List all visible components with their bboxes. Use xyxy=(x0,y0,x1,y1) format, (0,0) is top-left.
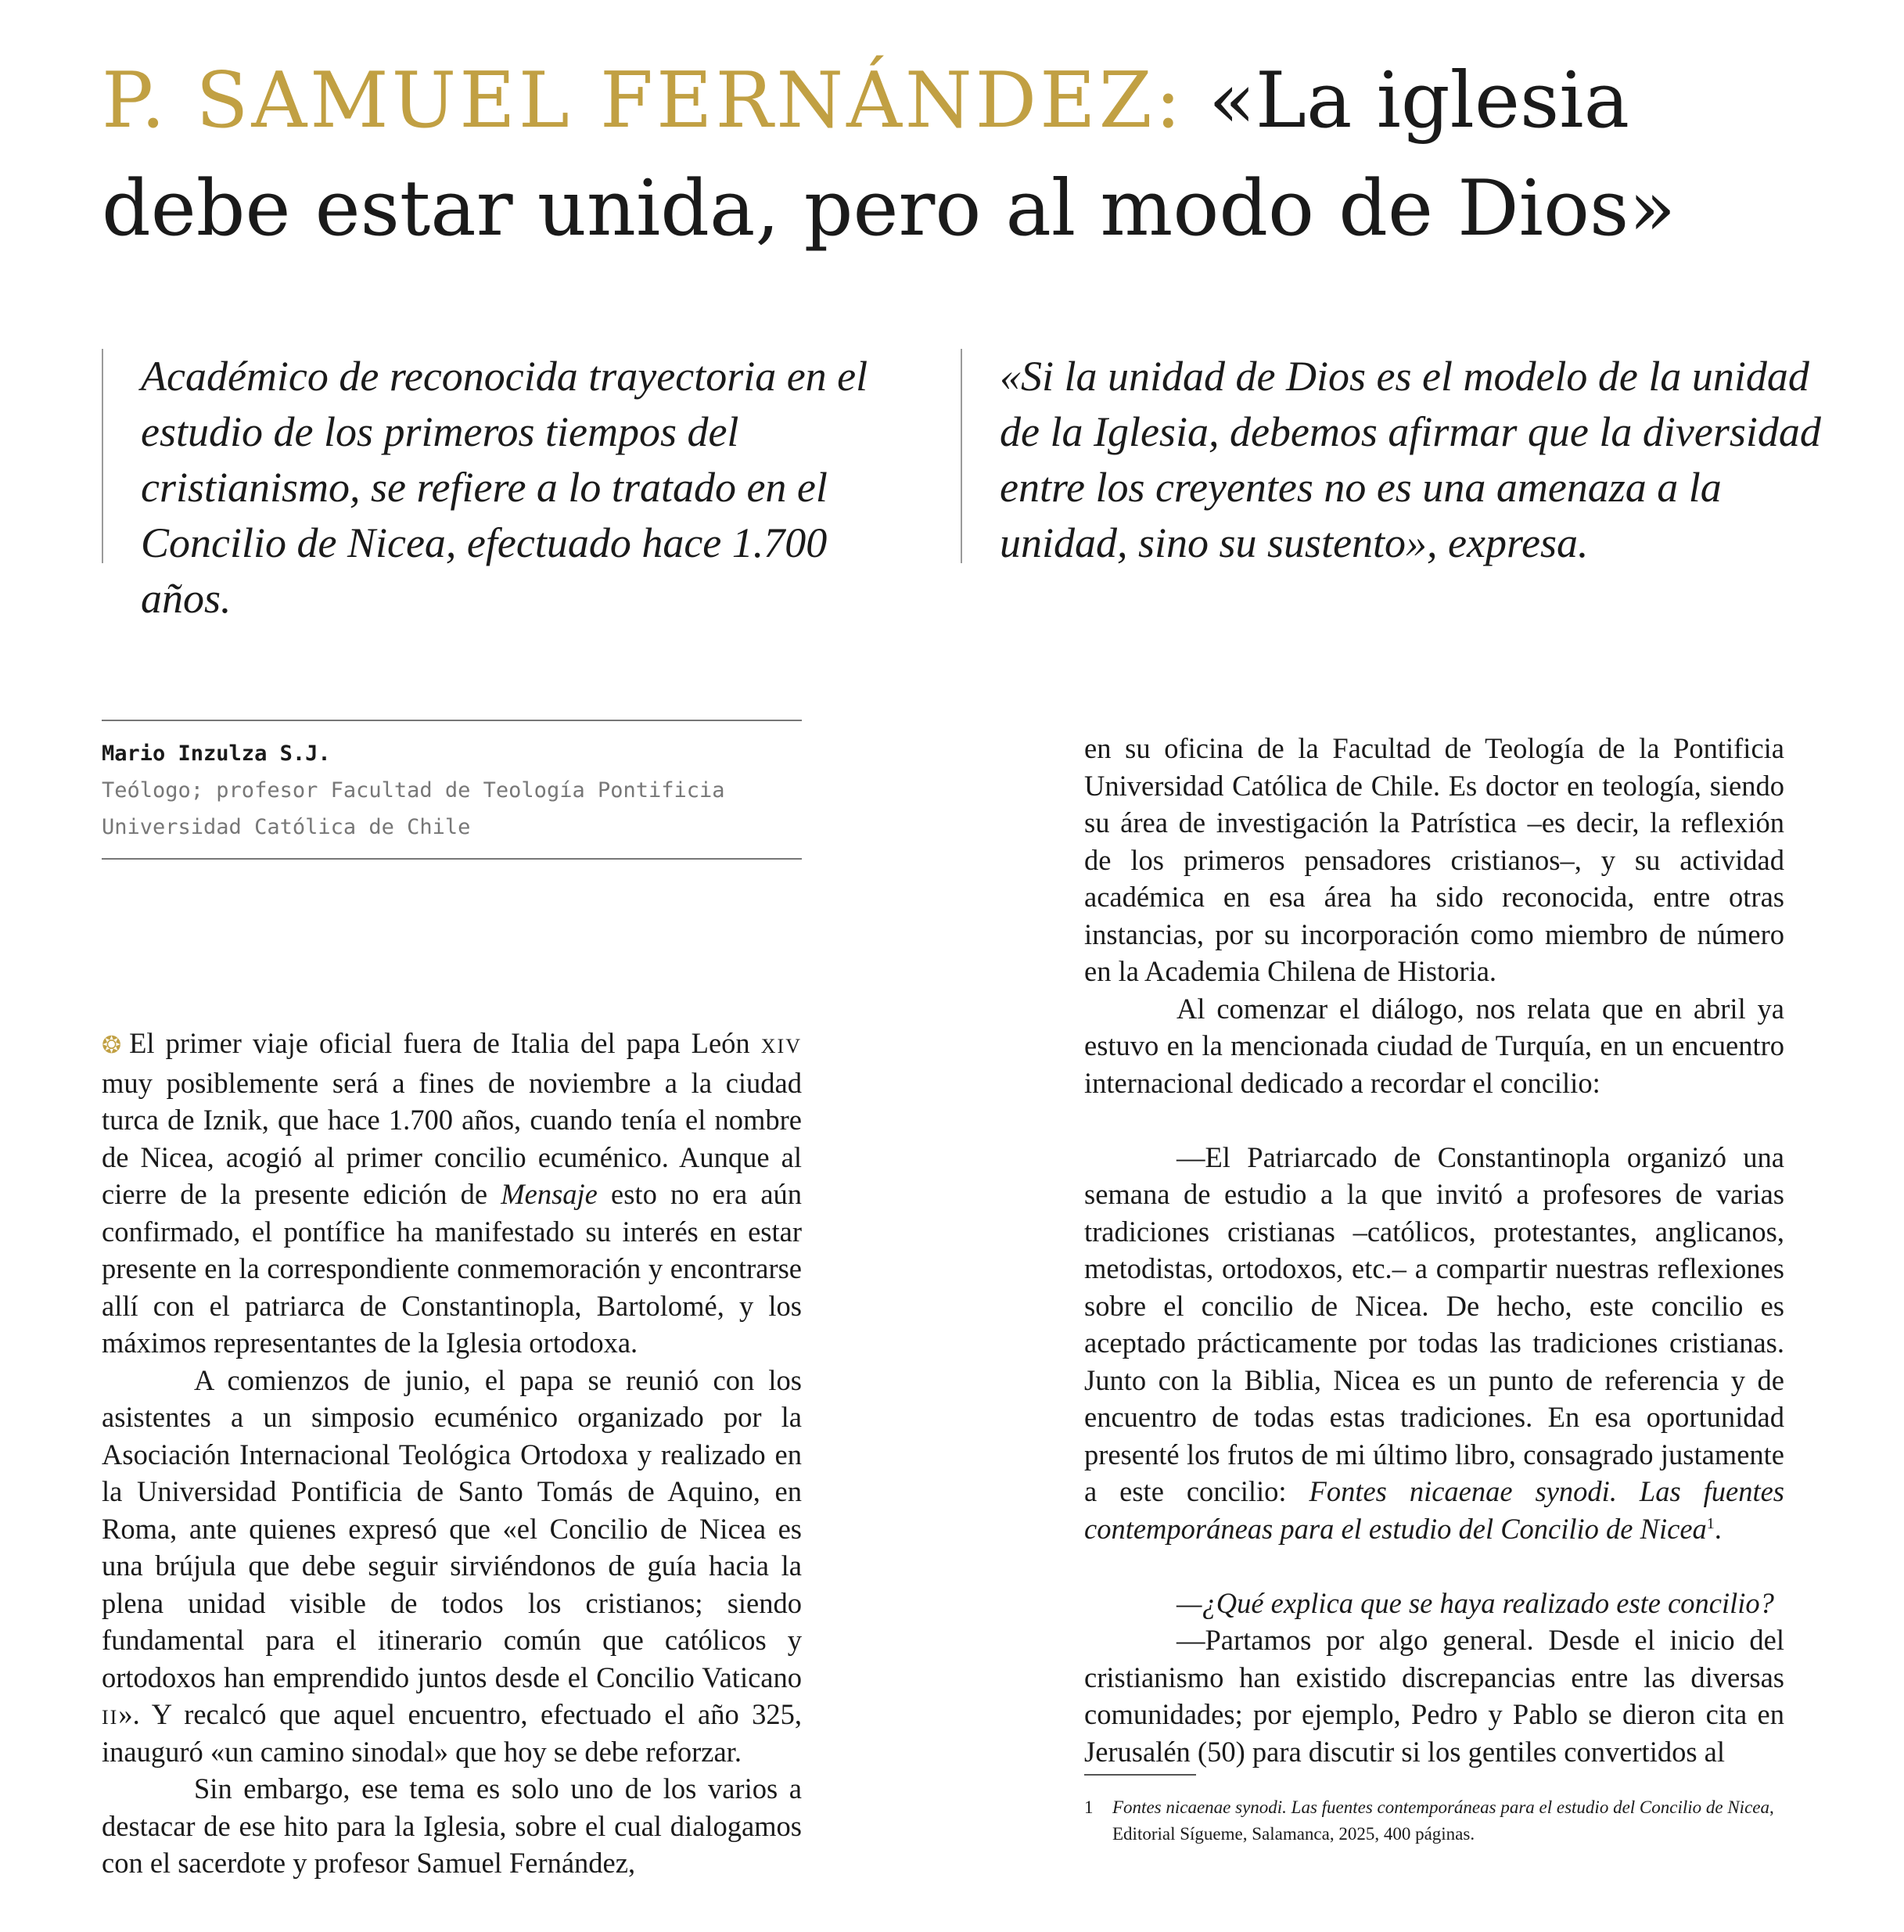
author-name: Mario Inzulza S.J. xyxy=(102,742,331,766)
roman-numeral: ii xyxy=(102,1698,119,1730)
footnote-number: 1 xyxy=(1084,1797,1094,1817)
paragraph: A comienzos de junio, el papa se reunió con los asistentes a un simposio ecuménico organizado por la Asociación Internacional Teológica Ortodoxa y realizado en la Universidad Pontificia de Santo Tomás de Aquino, en Roma, ante quienes expresó que «el Concilio de Nicea es una brújula que debe seguir sirviéndonos de guía hacia la plena unidad visible de todos los cristianos; siendo fundamental para el itinerario común que católicos y ortodoxos han emprendido juntos desde el Concilio Vaticano ii». Y recalcó que aquel encuentro, efectuado el año 325, inauguró «un camino sinodal» que hoy se debe reforzar. xyxy=(102,1363,802,1768)
interview-answer: —Partamos por algo general. Desde el inicio del cristianismo han existido discrepancias entre las diversas comunidades; por ejemplo, Pedro y Pablo se dieron cita en Jerusalén (50) para discutir si los gentiles convertidos al xyxy=(1084,1624,1784,1768)
lead-summary: Académico de reconocida trayectoria en el estudio de los primeros tiempos del cristianismo, se refiere a lo tratado en el Concilio de Nicea, efectuado hace 1.700 años. xyxy=(102,349,923,563)
article-title xyxy=(102,47,1823,263)
footnote xyxy=(1084,1794,1788,1848)
interview-question: —¿Qué explica que se haya realizado este concilio? xyxy=(1177,1586,1774,1619)
footnote-divider xyxy=(1084,1774,1196,1776)
author-byline xyxy=(102,720,802,860)
interview-answer: —El Patriarcado de Constantinopla organizó una semana de estudio a la que invitó a profesores de varias tradiciones cristianas –católicos, protestantes, anglicanos, metodistas, ortodoxos, etc.– a compartir nuestras reflexiones sobre el concilio de Nicea. De hecho, este concilio es aceptado prácticamente por todas las tradiciones cristianas. Junto con la Biblia, Nicea es un punto de referencia y de encuentro de todas estas tradiciones. En esa oportunidad presenté los frutos de mi último libro, consagrado justamente a este concilio: Fontes nicaenae synodi. Las fuentes contemporáneas para el estudio del Concilio de Nicea$^1$. xyxy=(1084,1140,1784,1545)
ornament-icon: ❂ xyxy=(102,1032,122,1059)
book-title: Fontes nicaenae synodi. Las fuentes contemporáneas para el estudio del Concilio de Nicea xyxy=(1084,1475,1784,1545)
paragraph: en su oficina de la Facultad de Teología de la Pontificia Universidad Católica de Chile. Es doctor en teología, siendo su área de investigación la Patrística –es decir, la reflexión de los primeros pensadores cristianos–, y su actividad académica en esa área ha sido reconocida, entre otras instancias, por su incorporación como miembro de número en la Academia Chilena de Historia. xyxy=(1084,732,1784,987)
paragraph: Al comenzar el diálogo, nos relata que en abril ya estuvo en la mencionada ciudad de Turquía, en un encuentro internacional dedicado a recordar el concilio: xyxy=(1084,992,1784,1099)
magazine-name: Mensaje xyxy=(501,1178,598,1210)
body-column-left xyxy=(102,1025,802,1882)
paragraph: Sin embargo, ese tema es solo uno de los varios a destacar de ese hito para la Iglesia, sobre el cual dialogamos con el sacerdote y profesor Samuel Fernández, xyxy=(102,1772,802,1879)
title-kicker: P. SAMUEL FERNÁNDEZ: xyxy=(102,56,1184,145)
author-role: Teólogo; profesor Facultad de Teología Pontificia Universidad Católica de Chile xyxy=(102,778,725,839)
body-column-right xyxy=(1084,730,1784,1770)
title-headline: «La iglesia debe estar unida, pero al modo de Dios» xyxy=(102,56,1676,253)
footnote-ref[interactable]: 1 xyxy=(1706,1514,1715,1532)
paragraph: ❂ El primer viaje oficial fuera de Italia del papa León xiv muy posiblemente será a fines de noviembre a la ciudad turca de Iznik, que hace 1.700 años, cuando tenía el nombre de Nicea, acogió al primer concilio ecuménico. Aunque al cierre de la presente edición de Mensaje esto no era aún confirmado, el pontífice ha manifestado su interés en estar presente en la correspondiente conmemoración y encontrarse allí con el patriarca de Constantinopla, Bartolomé, y los máximos representantes de la Iglesia ortodoxa. xyxy=(102,1027,803,1359)
roman-numeral: xiv xyxy=(760,1027,802,1059)
footnote-details: , Editorial Sígueme, Salamanca, 2025, 400 páginas. xyxy=(1112,1797,1774,1844)
lead-quote: «Si la unidad de Dios es el modelo de la unidad de la Iglesia, debemos afirmar que la diversidad entre los creyentes no es una amenaza a la unidad, sino su sustento», expresa. xyxy=(961,349,1829,563)
footnote-book-title: Fontes nicaenae synodi. Las fuentes contemporáneas para el estudio del Concilio de Nicea xyxy=(1112,1797,1769,1817)
